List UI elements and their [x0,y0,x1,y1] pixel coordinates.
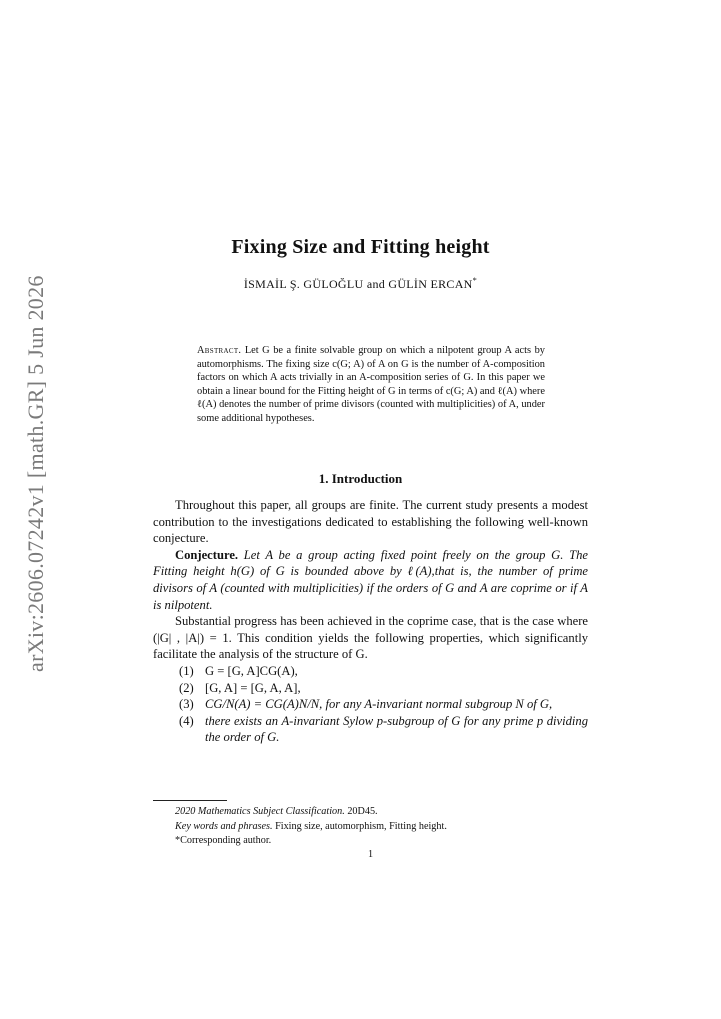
author-names-2: GÜLİN ERCAN [388,277,473,291]
intro-paragraph-1: Throughout this paper, all groups are finite. The current study presents a modest contribution to the investigations dedicated to establishing the following well-known conjecture. [153,498,588,546]
abstract [197,344,545,426]
introduction-body [153,497,588,746]
msc-value: 20D45. [347,806,378,817]
list-item-number: (4) [179,713,194,728]
list-item [153,713,588,746]
list-item-number: (2) [179,680,194,695]
keywords-footnote [175,820,585,835]
list-item [153,663,588,680]
author-line [0,276,721,292]
intro-paragraph-2: Substantial progress has been achieved in the coprime case, that is the case where (|G| , |A|) = 1. This condition yields the following properties, which significantly facilitate the analysis of the structure of G. [153,614,588,662]
corresponding-author-footnote: *Corresponding author. [175,835,272,846]
list-item-number: (3) [179,697,194,712]
conjecture-paragraph [153,547,588,613]
conjecture-text: Let A be a group acting fixed point freely on the group G. The Fitting height h(G) of G is bounded above by ℓ(A),that is, the number of prime divisors of A (counted with multiplicities) if the orders of G and A are coprime or if A is nilpotent. [153,547,588,612]
paper-title: Fixing Size and Fitting height [231,236,490,258]
footnotes [175,805,585,849]
section-heading-introduction: 1. Introduction [318,471,403,486]
keywords-value: Fixing size, automorphism, Fitting height. [275,820,447,832]
msc-footnote [175,805,585,820]
list-item-text: CG/N(A) = CG(A)N/N, for any A-invariant normal subgroup N of G, [205,697,553,712]
coprime-properties-list [153,663,588,746]
footnote-divider [153,800,227,801]
arxiv-identifier-stamp: arXiv:2606.07242v1 [math.GR] 5 Jun 2026 [23,275,48,672]
page-number: 1 [367,849,374,860]
list-item [153,680,588,697]
list-item [153,696,588,713]
author-conjunction: and [366,277,386,291]
list-item-text: G = [G, A]CG(A), [205,663,298,678]
list-item-number: (1) [179,663,194,678]
abstract-label: Abstract. [197,345,242,356]
conjecture-label: Conjecture. [175,547,239,562]
corresponding-author-mark: * [472,276,478,285]
author-names-1: İSMAİL Ş. GÜLOĞLU [243,277,364,291]
list-item-text: there exists an A-invariant Sylow p-subgroup of G for any prime p dividing the order of G. [205,713,588,745]
list-item-text: [G, A] = [G, A, A], [205,680,301,695]
msc-label: 2020 Mathematics Subject Classification. [175,806,345,817]
abstract-text: Let G be a finite solvable group on which a nilpotent group A acts by automorphisms. The fixing size c(G; A) of A on G is the number of A-composition factors on which A acts trivially in an A-composition series of G. In this paper we obtain a linear bound for the Fitting height of G in terms of c(G; A) and ℓ(A) where ℓ(A) denotes the number of prime divisors (counted with multiplicities) of A, under some additional hypotheses. [197,345,545,424]
keywords-label: Key words and phrases. [175,820,273,832]
